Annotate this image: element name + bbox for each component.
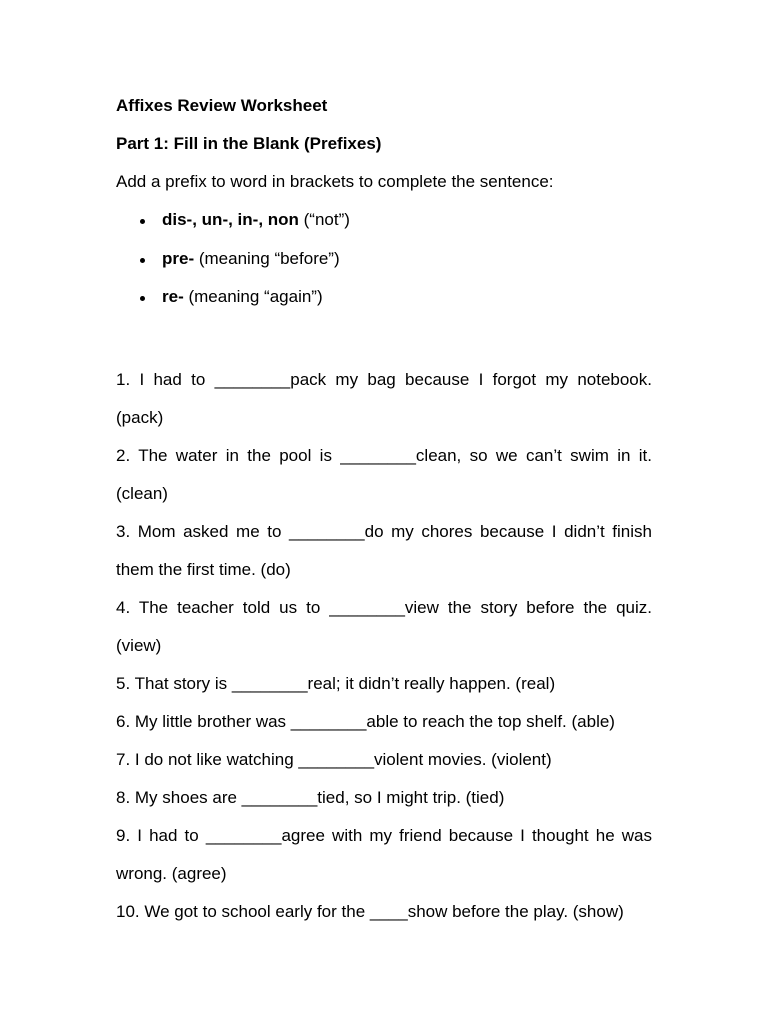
prefix-item: [116, 210, 656, 249]
part-heading: Part 1: Fill in the Blank (Prefixes): [116, 134, 382, 153]
prefix-text: [162, 287, 323, 307]
question-item: 8. My shoes are ________tied, so I might trip. (tied): [116, 788, 505, 807]
question-item: 1. I had to ________pack my bag because I forgot my notebook. (pack): [116, 370, 652, 427]
prefix-term: dis-, un-, in-, non: [162, 210, 299, 229]
prefix-meaning: (meaning “again”): [183, 287, 323, 306]
bullet-icon: [140, 296, 145, 301]
question-item: 6. My little brother was ________able to reach the top shelf. (able): [116, 712, 615, 731]
question-item: 4. The teacher told us to ________view the story before the quiz. (view): [116, 598, 652, 655]
prefix-meaning: (“not”): [298, 210, 350, 229]
bullet-icon: [140, 219, 145, 224]
prefix-meaning: (meaning “before”): [194, 248, 340, 268]
prefix-term: pre-: [162, 248, 195, 268]
question-list: [116, 361, 652, 931]
prefix-item: [116, 249, 656, 288]
question-item: 3. Mom asked me to ________do my chores because I didn’t finish them the first time. (do): [116, 522, 652, 579]
worksheet-title: Affixes Review Worksheet: [116, 96, 328, 115]
prefix-list: [116, 210, 656, 326]
question-item: 10. We got to school early for the ____show before the play. (show): [116, 902, 624, 921]
question-item: 5. That story is ________real; it didn’t really happen. (real): [116, 674, 556, 693]
instruction-text: Add a prefix to word in brackets to complete the sentence:: [116, 172, 554, 191]
prefix-term: re-: [162, 287, 184, 306]
question-item: 2. The water in the pool is ________clean, so we can’t swim in it. (clean): [116, 446, 652, 503]
question-item: 7. I do not like watching ________violent movies. (violent): [116, 750, 552, 769]
prefix-text: [162, 249, 340, 269]
question-item: 9. I had to ________agree with my friend because I thought he was wrong. (agree): [116, 826, 652, 883]
prefix-text: [162, 210, 350, 230]
prefix-item: [116, 287, 656, 326]
bullet-icon: [140, 258, 145, 263]
